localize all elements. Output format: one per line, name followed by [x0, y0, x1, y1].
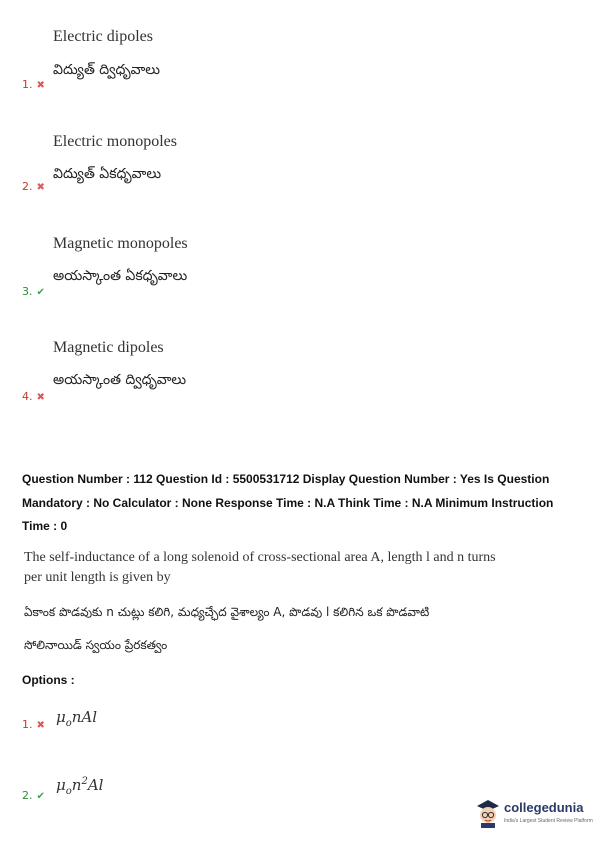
collegedunia-logo: [474, 796, 593, 832]
question-text-telugu: సోలినాయిడ్ స్వయం ప్రేరకత్వం: [24, 638, 168, 652]
option-english: Magnetic monopoles: [53, 235, 188, 252]
cross-icon: ✖: [36, 392, 45, 403]
option-number: 4. ✖: [22, 390, 45, 403]
option-english: Magnetic dipoles: [53, 339, 164, 356]
option-english: Electric dipoles: [53, 28, 153, 45]
question-text-english: The self-inductance of a long solenoid of cross-sectional area A, length l and n turns: [24, 550, 496, 565]
cross-icon: ✖: [36, 80, 45, 91]
option-telugu: అయస్కాంత ఏకధృవాలు: [53, 268, 188, 284]
option-number: 2. ✔: [22, 789, 45, 802]
logo-name: collegedunia: [504, 800, 584, 815]
logo-tagline: India's Largest Student Review Platform: [504, 818, 593, 824]
option-number: 1. ✖: [22, 718, 45, 731]
options-label: Options :: [22, 673, 75, 687]
question-text-english: per unit length is given by: [24, 570, 171, 585]
question-info: [22, 468, 582, 539]
option-telugu: అయస్కాంత ద్విధృవాలు: [53, 372, 187, 388]
question-text-telugu: ఏకాంక పొడవుకు n చుట్లు కలిగి, మధ్యచ్ఛేద వైశాల్యం A, పొడవు l కలిగిన ఒక పొడవాటి: [24, 605, 430, 619]
option-english: Electric monopoles: [53, 133, 177, 150]
check-icon: ✔: [36, 791, 45, 802]
option-number: 3. ✔: [22, 285, 45, 298]
option-number: 1. ✖: [22, 78, 45, 91]
graduate-mascot-icon: [474, 796, 502, 828]
option-formula: $\mu_on^2Al$: [56, 776, 104, 797]
option-number: 2. ✖: [22, 180, 45, 193]
option-telugu: విద్యుత్ ద్విధృవాలు: [53, 62, 161, 78]
question-info-line: Time : 0: [22, 519, 68, 533]
option-telugu: విద్యుత్ ఏకధృవాలు: [53, 166, 162, 182]
option-formula: $\mu_onAl$: [56, 708, 98, 729]
question-info-line: Mandatory : No Calculator : None Response Time : N.A Think Time : N.A Minimum Instruction: [22, 495, 554, 510]
check-icon: ✔: [36, 287, 45, 298]
question-info-line: Question Number : 112 Question Id : 5500531712 Display Question Number : Yes Is Question: [22, 472, 550, 486]
cross-icon: ✖: [36, 182, 45, 193]
cross-icon: ✖: [36, 720, 45, 731]
